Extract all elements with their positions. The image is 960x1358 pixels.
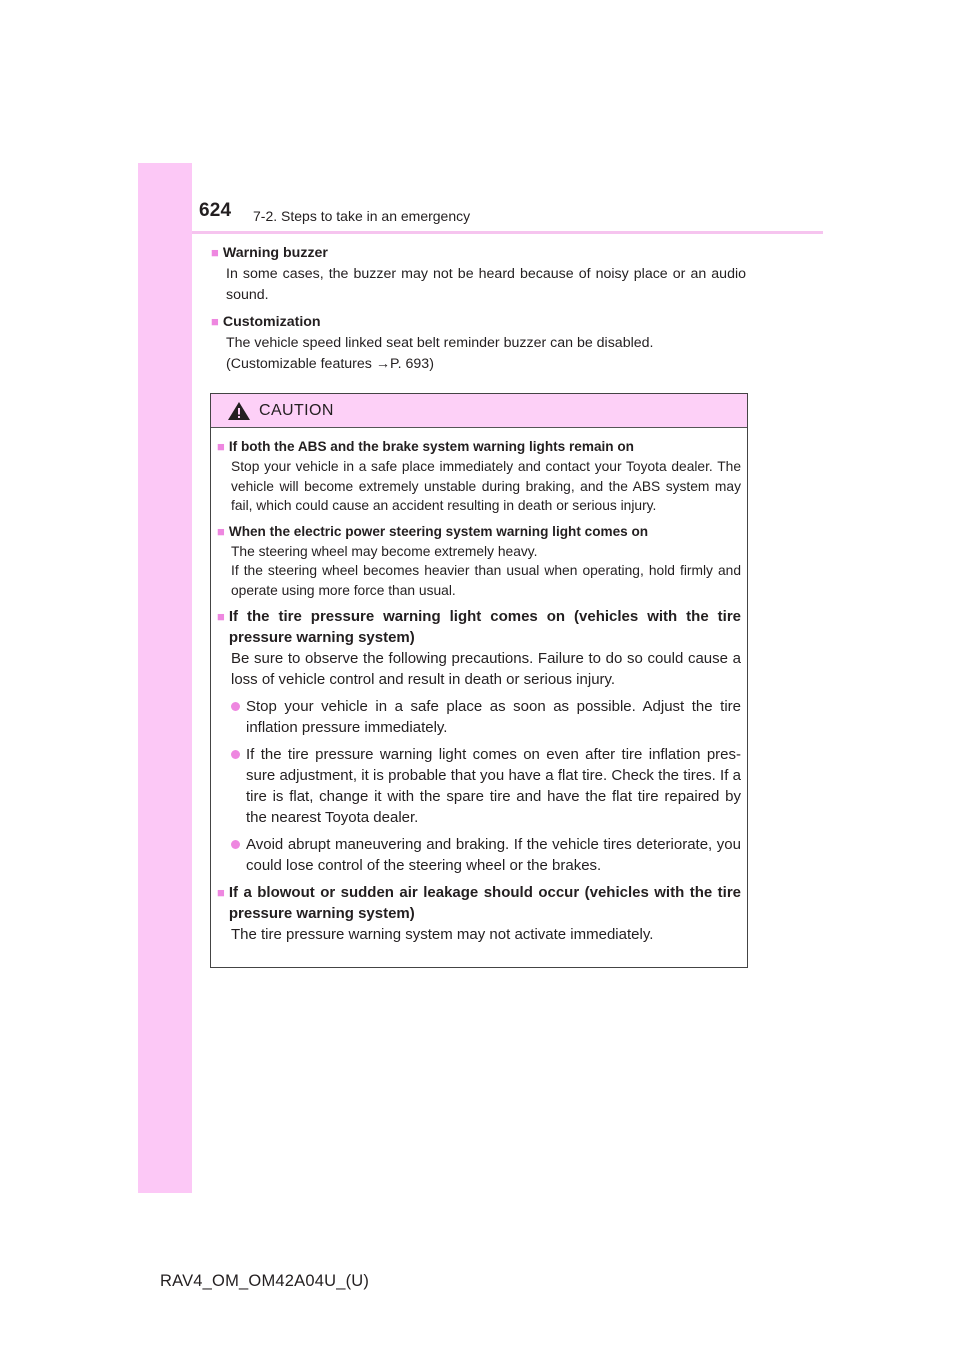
chapter-sidebar-tab [138, 163, 192, 1193]
caution-item-text: Stop your vehicle in a safe place immediately and contact your Toyota dealer. The vehicle will become extremely unstable during braking, and the ABS system may fail, which could cause an accident resulting in death or serious injury. [231, 459, 741, 513]
caution-item-text: Be sure to observe the following precautions. Failure to do so could cause a loss of vehicle control and result in death or serious injury. [231, 650, 741, 688]
square-bullet-icon: ■ [217, 885, 225, 900]
note-text: The vehicle speed linked seat belt reminder buzzer can be disabled. [226, 335, 654, 351]
caution-item-title: If the tire pressure warning light comes on (vehicles with the tire pressure warning system) [228, 608, 741, 646]
square-bullet-icon: ■ [217, 439, 225, 454]
square-bullet-icon: ■ [217, 609, 225, 624]
list-item: If the tire pressure warning light comes on even after tire inflation pres-sure adjustment, it is probable that you have a flat tire. Check the tires. If a tire is flat, change it with the spare tire and have the flat tire repaired by the nearest Toyota dealer. [231, 744, 741, 828]
list-item: Stop your vehicle in a safe place as soon as possible. Adjust the tire inflation pressure immediately. [231, 696, 741, 738]
square-bullet-icon: ■ [211, 314, 219, 329]
page-number: 624 [199, 200, 232, 221]
caution-header [211, 394, 747, 428]
caution-item-title: When the electric power steering system warning light comes on [228, 523, 649, 539]
caution-item-title: If both the ABS and the brake system warning lights remain on [228, 439, 634, 454]
list-item: Avoid abrupt maneuvering and braking. If the vehicle tires deteriorate, you could lose control of the steering wheel or the brakes. [231, 834, 741, 876]
square-bullet-icon: ■ [211, 245, 219, 260]
note-title: Customization [222, 314, 321, 330]
caution-bullets [217, 696, 741, 876]
caution-box [210, 393, 748, 968]
note-title: Warning buzzer [222, 245, 328, 261]
square-bullet-icon: ■ [217, 523, 225, 539]
caution-item-text: The tire pressure warning system may not activate immediately. [231, 926, 654, 943]
caution-item-blowout [217, 882, 741, 945]
caution-body [211, 428, 747, 945]
note-crossref: (Customizable features →P. 693) [226, 356, 434, 372]
notes [211, 242, 746, 380]
caution-item-text: If the steering wheel becomes heavier than usual when operating, hold firmly and operate using more force than usual. [231, 563, 741, 598]
caution-item-tire-pressure [217, 606, 741, 876]
bullet-dot-icon [231, 840, 240, 849]
warning-triangle-icon [227, 401, 251, 421]
header-rule [192, 231, 823, 234]
caution-label: CAUTION [259, 401, 334, 419]
section-title: 7-2. Steps to take in an emergency [253, 208, 471, 224]
note-text: In some cases, the buzzer may not be heard because of noisy place or an audio sound. [226, 266, 746, 303]
caution-item-abs [217, 437, 741, 516]
bullet-dot-icon [231, 750, 240, 759]
document-code: RAV4_OM_OM42A04U_(U) [160, 1272, 370, 1290]
caution-item-text: The steering wheel may become extremely heavy. [231, 543, 538, 559]
bullet-dot-icon [231, 702, 240, 711]
note-customization [211, 311, 746, 375]
caution-item-title: If a blowout or sudden air leakage should occur (vehicles with the tire pressure warning system) [228, 884, 741, 922]
caution-item-eps [217, 522, 741, 601]
note-warning-buzzer [211, 242, 746, 306]
